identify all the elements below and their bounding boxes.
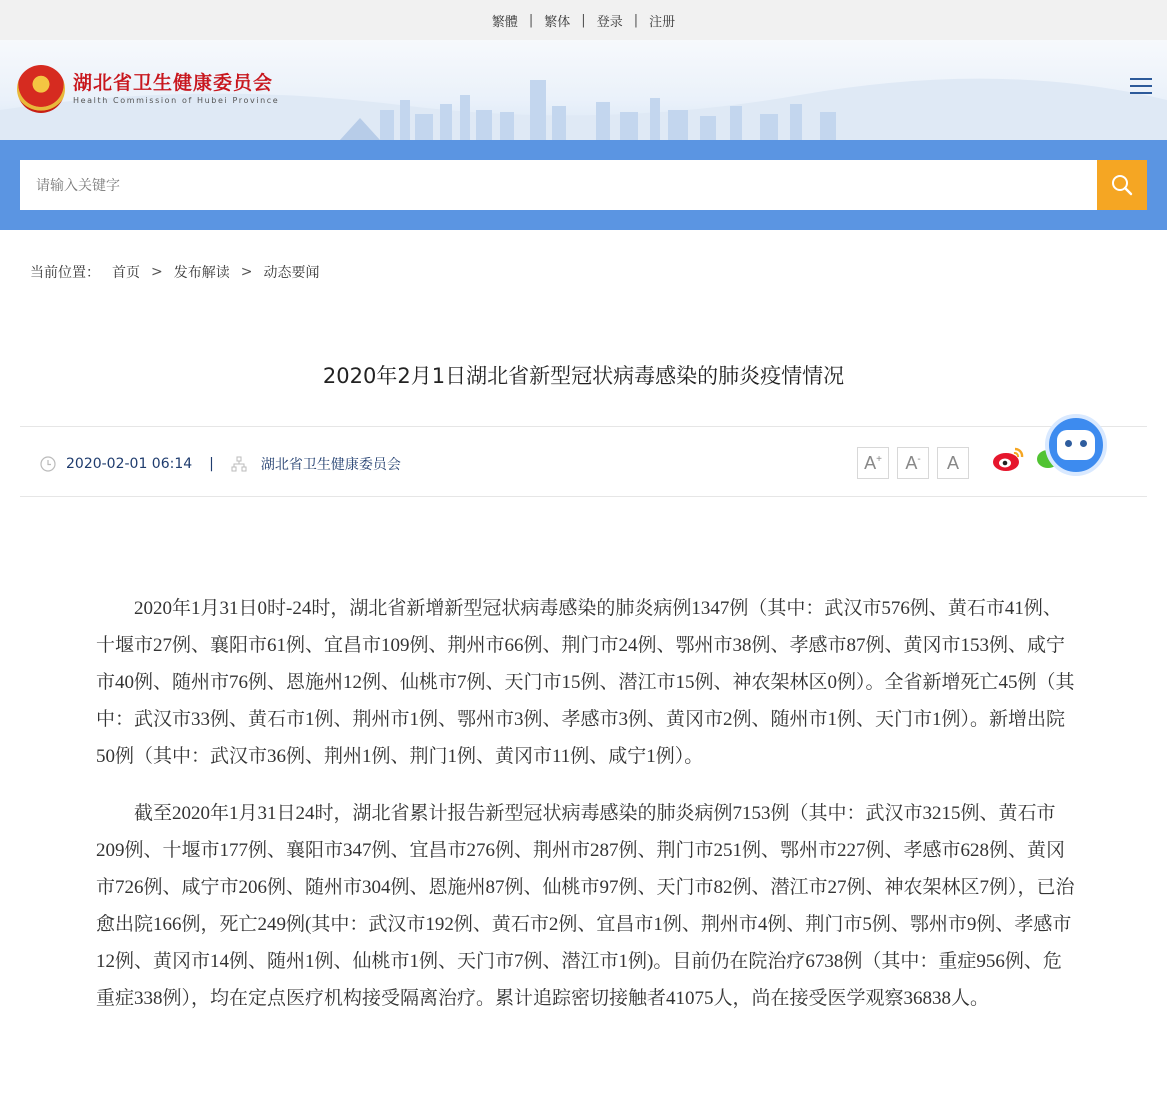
search-button[interactable]	[1097, 160, 1147, 210]
chat-assistant-robot-icon[interactable]	[1045, 414, 1107, 476]
simplified-chinese-link[interactable]: 繁体	[544, 14, 571, 30]
article-body	[96, 590, 1076, 1037]
site-header	[0, 40, 1167, 140]
font-reset-button[interactable]: A	[937, 447, 969, 479]
org-chart-icon	[231, 456, 247, 472]
login-link[interactable]: 登录	[596, 14, 623, 30]
search-input[interactable]	[20, 160, 1097, 210]
breadcrumb-label: 当前位置：	[30, 265, 100, 281]
breadcrumb-home[interactable]: 首页	[112, 265, 140, 281]
clock-icon	[40, 456, 56, 472]
breadcrumb-news[interactable]: 动态要闻	[263, 265, 320, 281]
article-paragraph: 截至2020年1月31日24时，湖北省累计报告新型冠状病毒感染的肺炎病例7153例（其中：武汉市3215例、黄石市209例、十堰市177例、襄阳市347例、宜昌市276例、荆州市287例、荆门市251例、鄂州市227例、孝感市628例、黄冈市726例、咸宁市206例、随州市304例、恩施州87例、仙桃市97例、天门市82例、潜江市27例、神农架林区7例），已治愈出院166例，死亡249例(其中：武汉市192例、黄石市2例、宜昌市1例、荆州市4例、荆门市5例、鄂州市9例、孝感市12例、黄冈市14例、随州1例、仙桃市1例、天门市7例、潜江市1例)。目前仍在院治疗6738例（其中：重症956例、危重症338例），均在定点医疗机构接受隔离治疗。累计追踪密切接触者41075人，尚在接受医学观察36838人。	[96, 803, 1075, 1009]
article-source: 湖北省卫生健康委员会	[260, 457, 401, 473]
article-meta-bar: 2020-02-01 06:14 | 湖北省卫生健康委员会 A + A - A	[20, 426, 1147, 497]
site-logo[interactable]	[17, 65, 279, 113]
national-emblem-icon	[17, 65, 65, 113]
font-decrease-button[interactable]: A -	[897, 447, 929, 479]
breadcrumb-release[interactable]: 发布解读	[173, 265, 230, 281]
search-band	[0, 140, 1167, 230]
font-increase-button[interactable]: A +	[857, 447, 889, 479]
site-name-en: Health Commission of Hubei Province	[73, 96, 280, 105]
article-paragraph: 2020年1月31日0时-24时，湖北省新增新型冠状病毒感染的肺炎病例1347例（其中：武汉市576例、黄石市41例、十堰市27例、襄阳市61例、宜昌市109例、荆州市66例、荆门市24例、鄂州市38例、孝感市87例、黄冈市153例、咸宁市40例、随州市76例、恩施州12例、仙桃市7例、天门市15例、潜江市15例、神农架林区0例）。全省新增死亡45例（其中：武汉市33例、黄石市1例、荆州市1例、鄂州市3例、孝感市3例、黄冈市2例、随州市1例、天门市1例）。新增出院50例（其中：武汉市36例、荆州1例、荆门1例、黄冈市11例、咸宁1例）。	[96, 598, 1075, 767]
top-utility-bar: 繁體 | 繁体 | 登录 | 注册	[0, 0, 1167, 40]
page-title: 2020年2月1日湖北省新型冠状病毒感染的肺炎疫情情况	[322, 364, 845, 388]
publish-date: 2020-02-01 06:14	[66, 456, 193, 472]
breadcrumb: 当前位置： 首页 > 发布解读 > 动态要闻	[30, 264, 320, 281]
register-link[interactable]: 注册	[649, 14, 676, 30]
search-icon	[1111, 174, 1133, 196]
hamburger-menu-icon[interactable]	[1130, 78, 1152, 94]
traditional-chinese-link[interactable]: 繁體	[491, 14, 518, 30]
search-box	[20, 160, 1147, 210]
site-name-cn: 湖北省卫生健康委员会	[73, 72, 274, 94]
weibo-share-icon[interactable]	[991, 445, 1025, 473]
